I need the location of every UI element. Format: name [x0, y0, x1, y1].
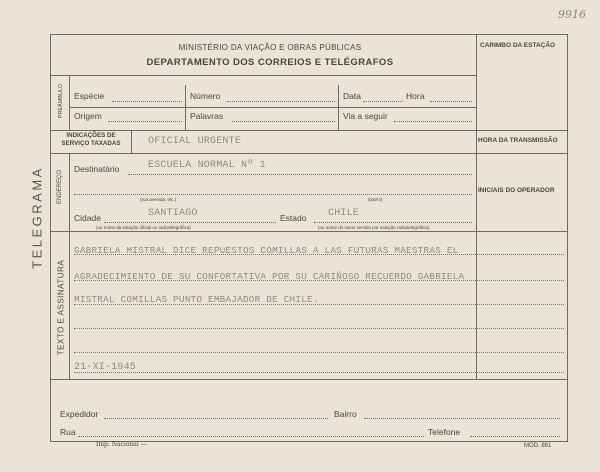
expedidor-label: Expedidor [60, 409, 99, 419]
preamble-section-label: PREÂMBULO [58, 83, 64, 119]
hora-transmissao-label: HORA DA TRANSMISSÃO [478, 137, 558, 144]
destinatario-value: ESCUELA NORMAL Nº 1 [148, 160, 266, 171]
via-line [394, 121, 472, 122]
bairro-line [364, 418, 560, 419]
data-label: Data [343, 91, 361, 101]
estado-label: Estado [280, 213, 307, 223]
destinatario-line [128, 174, 472, 175]
endereco-side-divider [69, 153, 70, 231]
especie-line [112, 101, 182, 102]
origem-label: Origem [74, 111, 102, 121]
indicacoes-divider [131, 130, 132, 153]
numero-line [227, 101, 335, 102]
texto-section-label: TEXTO E ASSINATURA [56, 259, 66, 356]
indicacoes-label-text: INDICAÇÕES DE SERVIÇO TAXADAS [61, 132, 121, 147]
department-title: DEPARTAMENTO DOS CORREIOS E TELÉGRAFOS [146, 57, 394, 68]
estado-value: CHILE [328, 208, 360, 219]
palavras-line [232, 121, 335, 122]
texto-rule [51, 379, 567, 380]
origem-line [108, 121, 182, 122]
rua-note: (rua avenida, etc.) [140, 197, 177, 202]
destinatario-label: Destinatário [74, 164, 120, 174]
indicacoes-rule [51, 153, 476, 154]
cidade-value: SANTIAGO [148, 208, 198, 219]
palavras-label: Palavras [190, 111, 224, 121]
cidade-note: (ou nome da estação oficial ou radiotelegráfica) [96, 225, 191, 230]
stamp-box-label: CARIMBO DA ESTAÇÃO [480, 42, 556, 49]
numero-label: Número [190, 91, 221, 101]
telegram-form [50, 34, 568, 442]
message-date: 21-XI-1945 [74, 362, 137, 373]
cidade-line [104, 222, 276, 223]
ministry-title: MINISTÉRIO DA VIAÇÃO E OBRAS PÚBLICAS [178, 43, 362, 52]
texto-line-6 [74, 372, 564, 373]
hora-label: Hora [406, 91, 425, 101]
message-line-2: AGRADECIMIENTO DE SU CONFORTATIVA POR SU CARIÑOSO RECUERDO GABRIELA [74, 271, 465, 282]
preamble-rule [51, 130, 476, 131]
texto-side-divider [69, 231, 70, 379]
preamble-mid-rule [69, 107, 476, 108]
estado-note: (ou nome do navio servido por estação radiotelegráfica) [318, 225, 430, 230]
data-line [363, 101, 403, 102]
endereco-section-label: ENDEREÇO [57, 170, 63, 205]
indicacoes-label [52, 132, 130, 148]
especie-label: Espécie [74, 91, 105, 101]
message-line-1: GABRIELA MISTRAL DICE REPUESTOS COMILLAS A LAS FUTURAS MAESTRAS EL [74, 245, 459, 256]
telefone-line [470, 436, 560, 437]
texto-line-4 [74, 328, 564, 329]
archive-number: 9916 [558, 8, 586, 21]
message-line-3: MISTRAL COMILLAS PUNTO EMBAJADOR DE CHILE. [74, 294, 319, 305]
telegram-side-label: TELEGRAMA [29, 166, 45, 269]
estado-line [314, 222, 472, 223]
endereco-rule [51, 231, 567, 232]
rua-line [74, 194, 472, 195]
expedidor-line [104, 418, 328, 419]
texto-line-5 [74, 352, 564, 353]
preamble-side-divider [69, 75, 70, 130]
rua-label: Rua [60, 427, 76, 437]
iniciais-operador-label: INICIAIS DO OPERADOR [478, 187, 555, 194]
header-rule [51, 75, 476, 76]
stamp-box-bottom [476, 130, 567, 131]
bairro-note: (bairro) [368, 197, 383, 202]
imprint: Imp. Nacional — [96, 441, 147, 448]
right-box-rule [476, 153, 567, 154]
cidade-label: Cidade [74, 213, 101, 223]
telefone-label: Telefone [428, 427, 461, 437]
model-number: MOD. 861 [524, 443, 552, 449]
bairro-label: Bairro [334, 409, 357, 419]
via-label: Via a seguir [343, 111, 388, 121]
hora-line [430, 101, 472, 102]
indicacoes-value: OFICIAL URGENTE [148, 136, 242, 147]
rua-footer-line [78, 436, 424, 437]
